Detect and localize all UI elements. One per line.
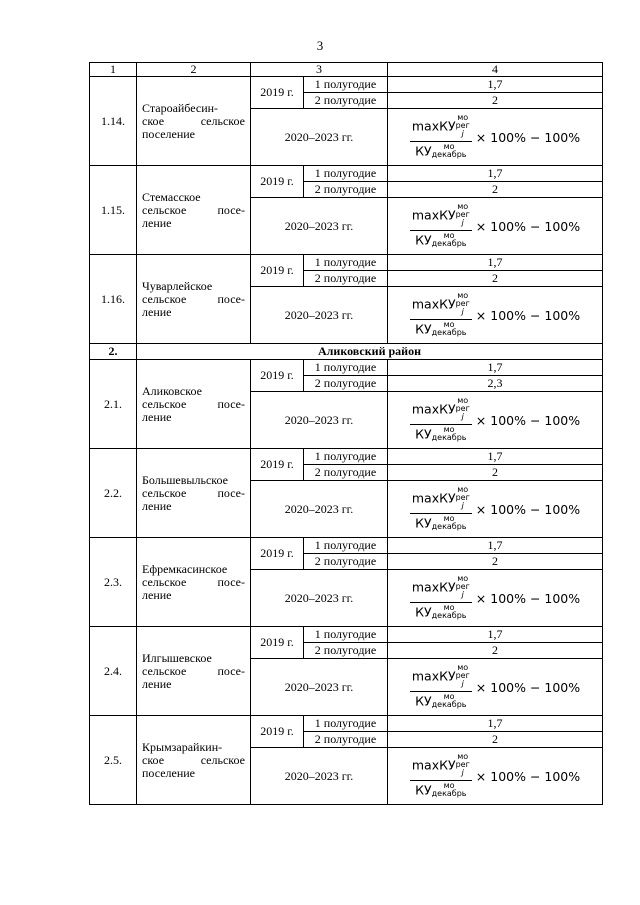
formula-denominator: КУ мо декабрь [415,513,467,531]
growth-formula [410,751,581,799]
entity-number: 2.1. [90,360,137,449]
entity-name-line: ление [142,676,172,691]
formula-cell [388,392,603,449]
entity-name [137,716,251,805]
entity-name-line: Ефремкасинское [142,561,228,576]
value-half-2: 2 [388,93,603,109]
entity-name-line: Аликовское [142,383,202,398]
half-year-1: 1 полугодие [304,77,388,93]
year-cell: 2019 г. [251,449,304,481]
half-year-2: 2 полугодие [304,376,388,392]
entity-name-line: Чуварлейское [142,278,213,293]
value-half-1: 1,7 [388,360,603,376]
formula-fraction [410,395,472,443]
formula-numerator: maxКУ мо рег j [410,576,472,603]
entity-name-line: Стемасское [142,189,201,204]
period-cell: 2020–2023 гг. [251,287,388,344]
half-year-2: 2 полугодие [304,732,388,748]
entity-row [90,627,603,643]
formula-numerator: maxКУ мо рег j [410,398,472,425]
formula-denominator: КУ мо декабрь [415,780,467,798]
formula-tail: × 100% − 100% [475,768,581,784]
growth-formula [410,395,581,443]
half-year-2: 2 полугодие [304,465,388,481]
year-cell: 2019 г. [251,716,304,748]
formula-cell [388,109,603,166]
entity-name-line: сельское посе- [142,291,245,306]
entity-row [90,166,603,182]
value-half-2: 2 [388,732,603,748]
formula-numerator: maxКУ мо рег j [410,487,472,514]
formula-denominator: КУ мо декабрь [415,424,467,442]
formula-tail: × 100% − 100% [475,307,581,323]
district-title: Аликовский район [137,344,603,360]
entity-name-line: ление [142,215,172,230]
value-half-2: 2 [388,271,603,287]
entity-name-line: Крымзарайкин- [142,739,223,754]
half-year-1: 1 полугодие [304,360,388,376]
formula-cell [388,570,603,627]
year-cell: 2019 г. [251,255,304,287]
entity-name-line: ление [142,304,172,319]
year-cell: 2019 г. [251,77,304,109]
entity-name-line: Большевыльское [142,472,228,487]
entity-name-line: ское сельское [142,752,245,767]
value-half-2: 2 [388,182,603,198]
entity-row [90,255,603,271]
entity-name-line: сельское посе- [142,202,245,217]
entity-name [137,627,251,716]
value-half-2: 2 [388,643,603,659]
page-number: 3 [316,38,324,53]
formula-cell [388,198,603,255]
entity-name-line: поселение [142,126,196,141]
formula-cell [388,481,603,538]
entity-name [137,166,251,255]
period-cell: 2020–2023 гг. [251,748,388,805]
half-year-2: 2 полугодие [304,643,388,659]
growth-formula [410,484,581,532]
entity-row [90,77,603,93]
period-cell: 2020–2023 гг. [251,481,388,538]
formula-cell [388,287,603,344]
header-row [90,63,603,77]
formula-tail: × 100% − 100% [475,590,581,606]
entity-name [137,360,251,449]
formula-denominator: КУ мо декабрь [415,230,467,248]
entity-name-line: сельское посе- [142,396,245,411]
entity-name [137,538,251,627]
formula-denominator: КУ мо декабрь [415,691,467,709]
formula-denominator: КУ мо декабрь [415,141,467,159]
value-half-2: 2,3 [388,376,603,392]
entity-row [90,449,603,465]
half-year-1: 1 полугодие [304,538,388,554]
value-half-1: 1,7 [388,166,603,182]
formula-cell [388,748,603,805]
formula-numerator: maxКУ мо рег j [410,115,472,142]
header-col-3: 3 [251,63,388,77]
value-half-1: 1,7 [388,255,603,271]
half-year-2: 2 полугодие [304,271,388,287]
growth-formula [410,662,581,710]
value-half-2: 2 [388,465,603,481]
formula-fraction [410,662,472,710]
year-cell: 2019 г. [251,627,304,659]
entity-number: 2.5. [90,716,137,805]
entity-number: 1.14. [90,77,137,166]
header-col-1: 1 [90,63,137,77]
period-cell: 2020–2023 гг. [251,198,388,255]
period-cell: 2020–2023 гг. [251,109,388,166]
header-col-2: 2 [137,63,251,77]
half-year-2: 2 полугодие [304,182,388,198]
entity-number: 1.16. [90,255,137,344]
formula-numerator: maxКУ мо рег j [410,665,472,692]
value-half-1: 1,7 [388,716,603,732]
district-row [90,344,603,360]
formula-numerator: maxКУ мо рег j [410,293,472,320]
formula-fraction [410,290,472,338]
entity-name [137,77,251,166]
value-half-1: 1,7 [388,538,603,554]
formula-tail: × 100% − 100% [475,412,581,428]
entity-name-line: сельское посе- [142,663,245,678]
entity-name-line: Староайбесин- [142,100,219,115]
district-number: 2. [90,344,137,360]
formula-denominator: КУ мо декабрь [415,319,467,337]
formula-numerator: maxКУ мо рег j [410,204,472,231]
half-year-2: 2 полугодие [304,554,388,570]
entity-number: 2.2. [90,449,137,538]
half-year-1: 1 полугодие [304,449,388,465]
entity-name-line: Илгышевское [142,650,212,665]
entity-row [90,538,603,554]
entity-name-line: поселение [142,765,196,780]
formula-fraction [410,751,472,799]
period-cell: 2020–2023 гг. [251,659,388,716]
entity-row [90,360,603,376]
year-cell: 2019 г. [251,538,304,570]
year-cell: 2019 г. [251,166,304,198]
value-half-2: 2 [388,554,603,570]
half-year-2: 2 полугодие [304,93,388,109]
entity-name-line: ление [142,498,172,513]
formula-tail: × 100% − 100% [475,129,581,145]
period-cell: 2020–2023 гг. [251,392,388,449]
half-year-1: 1 полугодие [304,716,388,732]
value-half-1: 1,7 [388,77,603,93]
formula-tail: × 100% − 100% [475,218,581,234]
period-cell: 2020–2023 гг. [251,570,388,627]
entity-name-line: сельское посе- [142,485,245,500]
growth-formula [410,201,581,249]
formula-fraction [410,484,472,532]
growth-formula [410,112,581,160]
value-half-1: 1,7 [388,627,603,643]
formula-fraction [410,112,472,160]
formula-denominator: КУ мо декабрь [415,602,467,620]
entity-row [90,716,603,732]
value-half-1: 1,7 [388,449,603,465]
formula-tail: × 100% − 100% [475,679,581,695]
formula-tail: × 100% − 100% [475,501,581,517]
year-cell: 2019 г. [251,360,304,392]
formula-cell [388,659,603,716]
formula-fraction [410,573,472,621]
half-year-1: 1 полугодие [304,255,388,271]
entity-name-line: ление [142,409,172,424]
formula-numerator: maxКУ мо рег j [410,754,472,781]
entity-name-line: ское сельское [142,113,245,128]
half-year-1: 1 полугодие [304,166,388,182]
formula-fraction [410,201,472,249]
tariff-table [89,62,603,805]
growth-formula [410,290,581,338]
entity-name-line: ление [142,587,172,602]
entity-name [137,449,251,538]
entity-number: 2.3. [90,538,137,627]
entity-name [137,255,251,344]
entity-number: 2.4. [90,627,137,716]
entity-name-line: сельское посе- [142,574,245,589]
half-year-1: 1 полугодие [304,627,388,643]
growth-formula [410,573,581,621]
entity-number: 1.15. [90,166,137,255]
header-col-4: 4 [388,63,603,77]
